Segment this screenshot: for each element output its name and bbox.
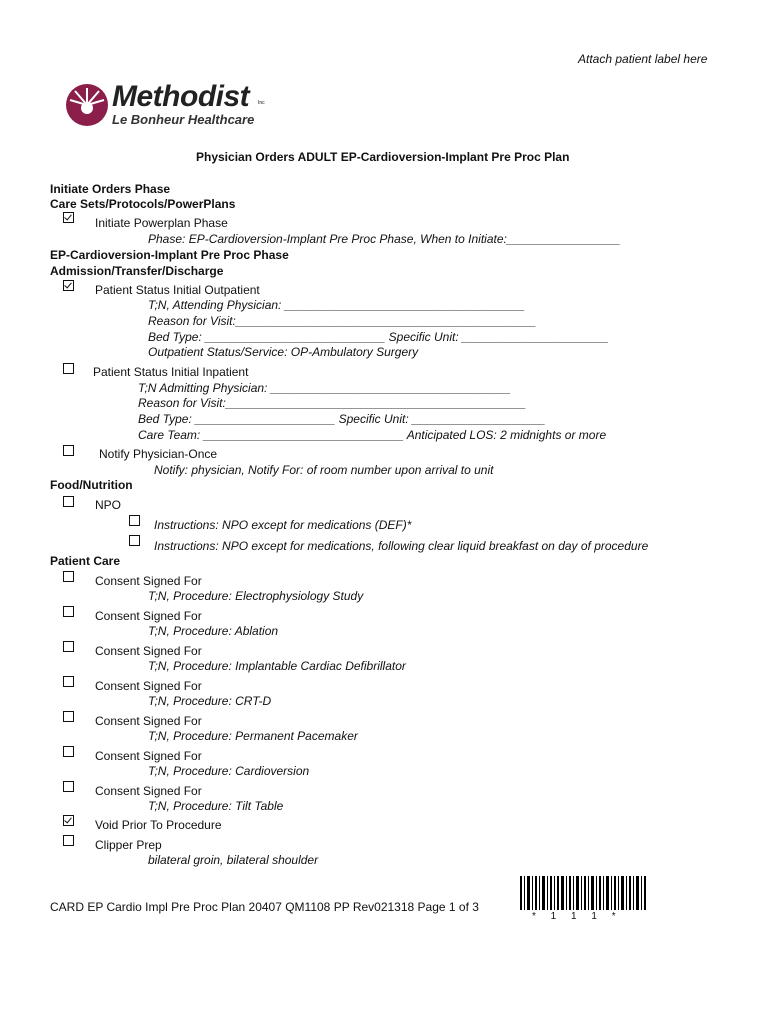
order-checkbox[interactable] — [63, 746, 74, 757]
order-label: Consent Signed For — [95, 749, 202, 763]
order-detail: Bed Type: ___________________________ Specific Unit: ______________________ — [148, 330, 609, 344]
order-detail: bilateral groin, bilateral shoulder — [148, 853, 319, 867]
logo-main-text: Methodist — [112, 80, 250, 113]
order-label: Patient Status Initial Outpatient — [95, 283, 260, 297]
order-checkbox[interactable] — [63, 835, 74, 846]
order-checkbox[interactable] — [63, 496, 74, 507]
order-detail: Reason for Visit:_____________________________________________ — [148, 314, 537, 328]
order-checkbox[interactable] — [63, 641, 74, 652]
order-label: Consent Signed For — [95, 714, 202, 728]
order-checkbox[interactable] — [63, 212, 74, 223]
order-detail: Phase: EP-Cardioversion-Implant Pre Proc Phase, When to Initiate:_________________ — [148, 232, 621, 246]
logo-sunburst-icon — [64, 82, 114, 132]
logo-sub-text: Le Bonheur Healthcare — [112, 112, 255, 127]
order-detail: T;N, Procedure: Implantable Cardiac Defibrillator — [148, 659, 406, 673]
order-detail: Bed Type: _____________________ Specific Unit: ____________________ — [138, 412, 546, 426]
order-checkbox[interactable] — [63, 711, 74, 722]
order-label: Clipper Prep — [95, 838, 162, 852]
order-checkbox[interactable] — [63, 606, 74, 617]
order-checkbox[interactable] — [63, 445, 74, 456]
order-checkbox[interactable] — [63, 676, 74, 687]
section-heading: EP-Cardioversion-Implant Pre Proc Phase — [50, 248, 289, 262]
order-checkbox[interactable] — [63, 781, 74, 792]
order-checkbox[interactable] — [129, 535, 140, 546]
logo-mark-text: Inc — [258, 100, 265, 106]
order-checkbox[interactable] — [63, 280, 74, 291]
order-detail: Instructions: NPO except for medications, following clear liquid breakfast on day of procedure — [154, 539, 649, 553]
order-label: Notify Physician-Once — [99, 447, 218, 461]
order-label: Consent Signed For — [95, 679, 202, 693]
order-checkbox[interactable] — [63, 571, 74, 582]
order-detail: T;N, Procedure: Ablation — [148, 624, 279, 638]
order-label: Consent Signed For — [95, 784, 202, 798]
section-heading: Care Sets/Protocols/PowerPlans — [50, 197, 236, 211]
order-label: Consent Signed For — [95, 644, 202, 658]
order-label: Initiate Powerplan Phase — [95, 216, 228, 230]
order-label: NPO — [95, 498, 122, 512]
order-label: Consent Signed For — [95, 609, 202, 623]
order-detail: T;N, Procedure: Cardioversion — [148, 764, 310, 778]
order-detail: Care Team: ______________________________ Anticipated LOS: 2 midnights or more — [138, 428, 607, 442]
order-detail: T;N, Procedure: Tilt Table — [148, 799, 284, 813]
order-label: Void Prior To Procedure — [95, 818, 222, 832]
order-detail: Outpatient Status/Service: OP-Ambulatory Surgery — [148, 345, 419, 359]
order-label: Patient Status Initial Inpatient — [93, 365, 249, 379]
section-heading: Initiate Orders Phase — [50, 182, 171, 196]
order-detail: T;N, Procedure: Permanent Pacemaker — [148, 729, 358, 743]
order-detail: T;N, Attending Physician: ____________________________________ — [148, 298, 525, 312]
attach-label: Attach patient label here — [578, 52, 708, 66]
section-heading: Food/Nutrition — [50, 478, 133, 492]
order-detail: Instructions: NPO except for medications (DEF)* — [154, 518, 412, 532]
order-detail: Notify: physician, Notify For: of room number upon arrival to unit — [154, 463, 494, 477]
barcode — [520, 876, 650, 912]
order-label: Consent Signed For — [95, 574, 202, 588]
order-detail: T;N, Procedure: CRT-D — [148, 694, 272, 708]
methodist-logo — [64, 80, 270, 130]
order-detail: T;N Admitting Physician: ____________________________________ — [138, 381, 511, 395]
order-detail: Reason for Visit:_____________________________________________ — [138, 396, 527, 410]
footer-text: CARD EP Cardio Impl Pre Proc Plan 20407 QM1108 PP Rev021318 Page 1 of 3 — [50, 900, 479, 914]
order-checkbox[interactable] — [129, 515, 140, 526]
barcode-text: * 1 1 1 * — [532, 911, 622, 922]
order-checkbox[interactable] — [63, 363, 74, 374]
order-checkbox[interactable] — [63, 815, 74, 826]
section-heading: Patient Care — [50, 554, 121, 568]
order-detail: T;N, Procedure: Electrophysiology Study — [148, 589, 364, 603]
page-title: Physician Orders ADULT EP-Cardioversion-Implant Pre Proc Plan — [196, 150, 570, 164]
section-heading: Admission/Transfer/Discharge — [50, 264, 224, 278]
